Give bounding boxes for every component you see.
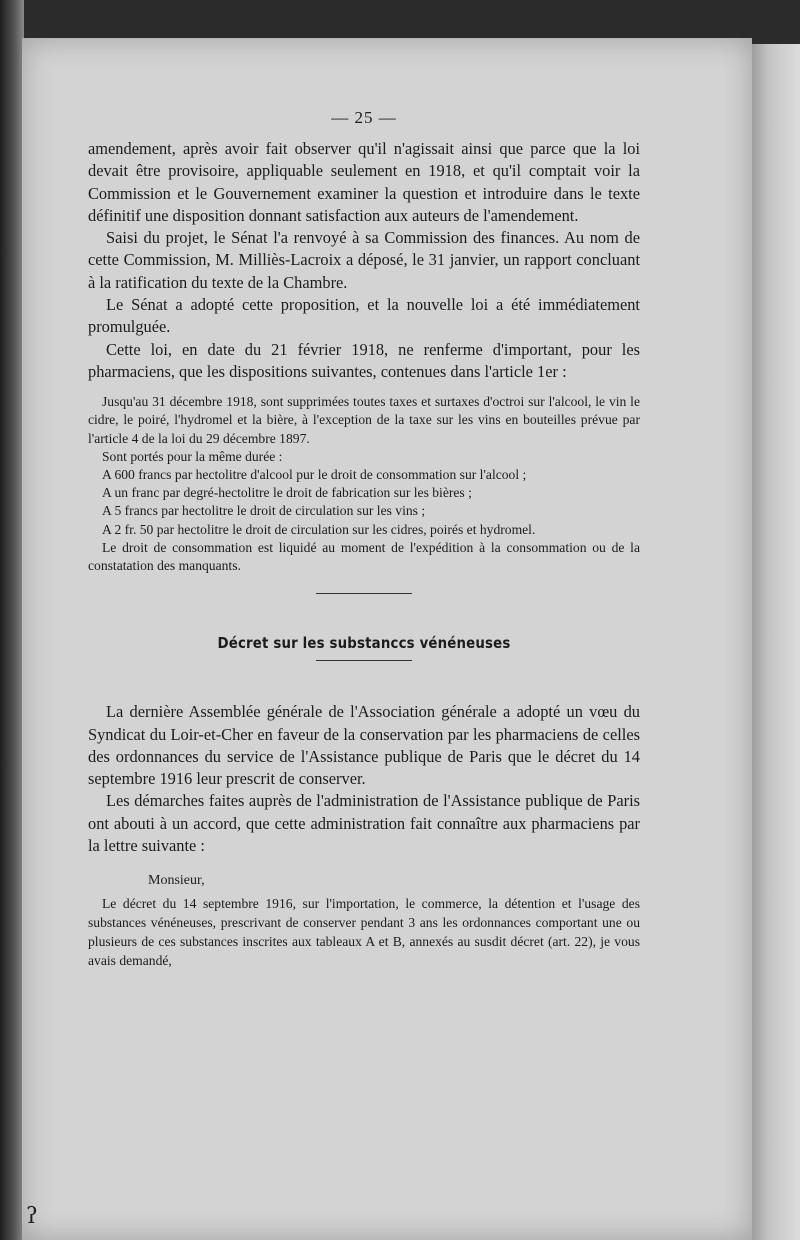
law-paragraph: A un franc par degré-hectolitre le droit de fabrication sur les bières ; — [102, 485, 472, 501]
paragraph: Saisi du projet, le Sénat l'a renvoyé à sa Commission des finances. Au nom de cette Commission, M. Milliès-Lacroix a déposé, le 31 janvier, un rapport concluant à la ratification du texte de la Chambre. — [88, 228, 640, 292]
law-paragraph: Jusqu'au 31 décembre 1918, sont supprimées toutes taxes et surtaxes d'octroi sur l'alcool, le vin le cidre, le poiré, l'hydromel et la bière, à l'exception de la taxe sur les vins en bouteilles prévue par l'article 4 de la loi du 29 décembre 1897. — [88, 394, 640, 446]
law-paragraph: A 600 francs par hectolitre d'alcool pur le droit de consommation sur l'alcool ; — [102, 467, 527, 483]
law-paragraph: A 5 francs par hectolitre le droit de circulation sur les vins ; — [102, 503, 426, 519]
paragraph: Le Sénat a adopté cette proposition, et la nouvelle loi a été immédiatement promulguée. — [88, 295, 640, 337]
section-text — [88, 701, 640, 857]
paragraph: Cette loi, en date du 21 février 1918, ne renferme d'important, pour les pharmaciens, que les dispositions suivantes, contenues dans l'article 1er : — [88, 339, 640, 381]
law-paragraph: A 2 fr. 50 par hectolitre le droit de circulation sur les cidres, poirés et hydromel. — [102, 521, 536, 537]
divider — [316, 660, 412, 661]
divider — [316, 593, 412, 594]
page-number: — 25 — — [331, 108, 397, 127]
letter-text — [88, 895, 640, 970]
paragraph: Les démarches faites auprès de l'administration de l'Assistance publique de Paris ont abouti à un accord, que cette administration fait connaître aux pharmaciens par la lettre suivante : — [88, 791, 640, 856]
law-paragraph: Sont portés pour la même durée : — [102, 448, 283, 464]
book-binding — [0, 0, 24, 1240]
letter-salutation: Monsieur, — [148, 873, 205, 889]
paragraph: amendement, après avoir fait observer qu'il n'agissait ainsi que parce que la loi devait être provisoire, appliquable seulement en 1918, et qu'il comptait voir la Commission et le Gouvernement examiner la question et introduire dans le texte définitif une disposition donnant satisfaction aux auteurs de l'amendement. — [88, 139, 640, 225]
letter-paragraph: Le décret du 14 septembre 1916, sur l'importation, le commerce, la détention et l'usage des substances vénéneuses, prescrivant de conserver pendant 3 ans les ordonnances comportant une ou plusieurs de ces substances inscrites aux tableaux A et B, annexés au susdit décret (art. 22), je vous avais demandé, — [88, 896, 640, 968]
margin-mark: ʔ — [26, 1204, 38, 1229]
page-content — [88, 108, 640, 971]
page-edges — [752, 44, 800, 1240]
quoted-law-text — [88, 393, 640, 575]
paragraph: La dernière Assemblée générale de l'Association générale a adopté un vœu du Syndicat du Loir-et-Cher en faveur de la conservation par les pharmaciens de celles des ordonnances du service de l'Assistance publique de Paris que le décret du 14 septembre 1916 leur prescrit de conserver. — [88, 702, 640, 789]
intro-text — [88, 138, 640, 383]
law-paragraph: Le droit de consommation est liquidé au moment de l'expédition à la consommation ou de la constatation des manquants. — [88, 539, 640, 574]
section-heading: Décret sur les substanccs vénéneuses — [217, 634, 511, 653]
